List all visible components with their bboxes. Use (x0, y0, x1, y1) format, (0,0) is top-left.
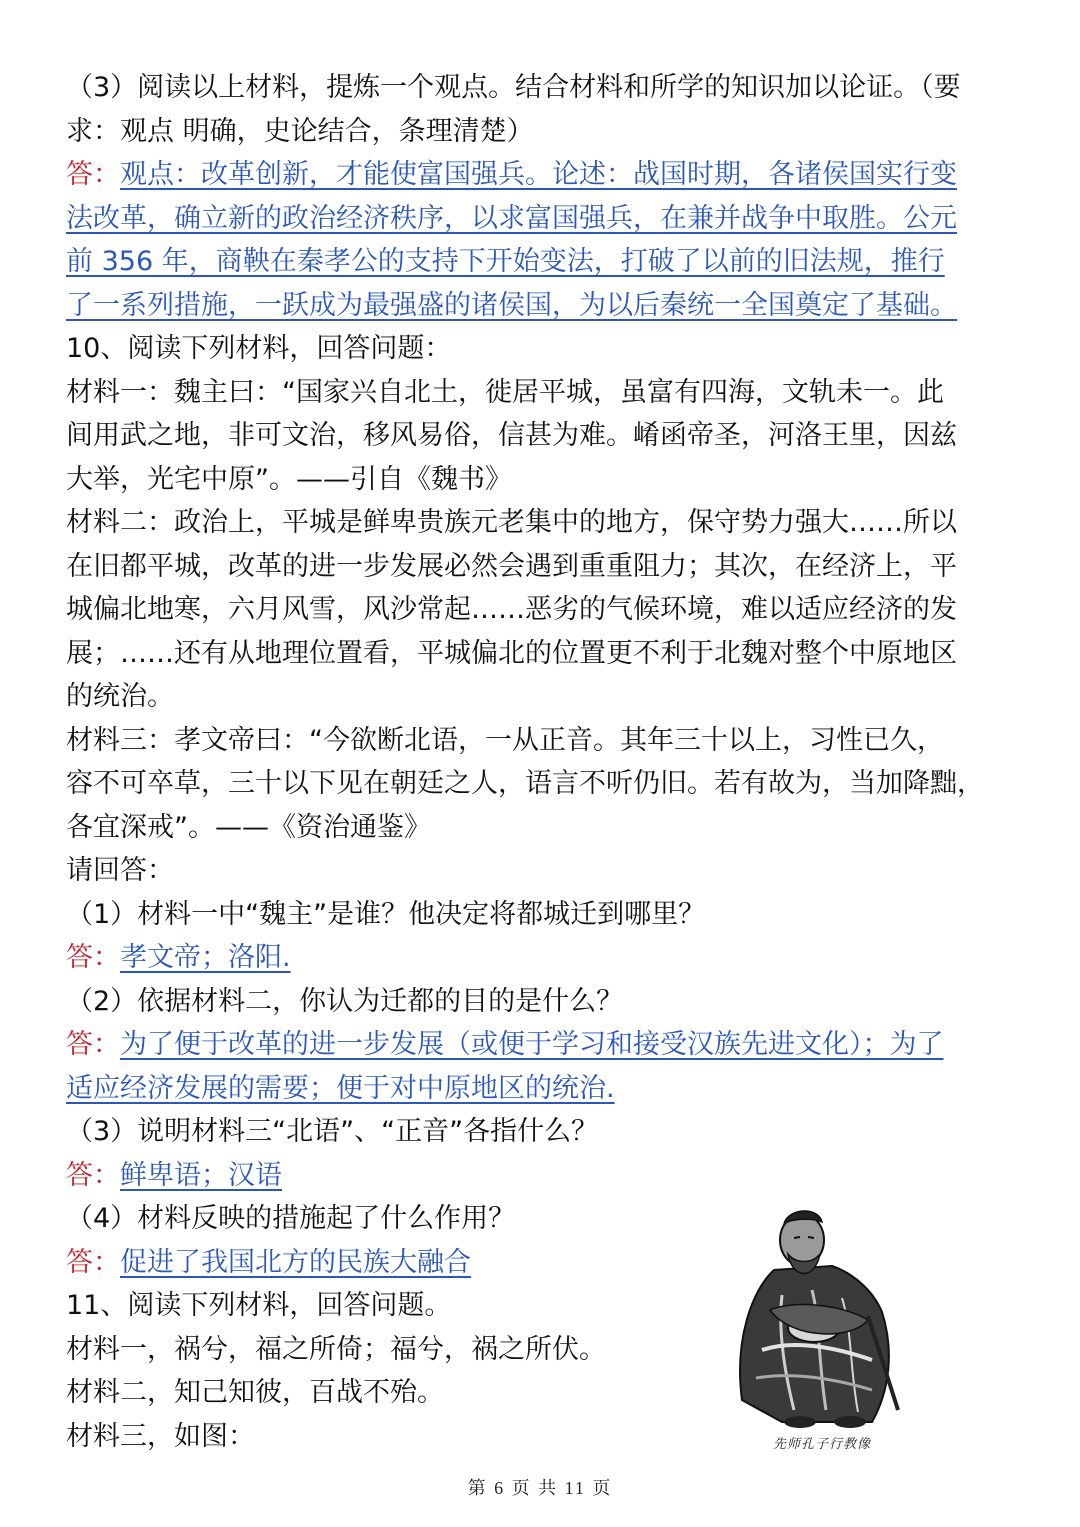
q10-answer2-line1 (66, 1023, 1016, 1067)
answer-label: 答： (66, 1029, 120, 1060)
q10-prompt: 请回答： (66, 855, 174, 886)
q11-title: 11、阅读下列材料，回答问题。 (66, 1290, 452, 1321)
q11-material1: 材料一，祸兮，福之所倚；福兮，祸之所伏。 (66, 1333, 606, 1365)
figure-caption: 先师孔子行教像 (772, 1437, 871, 1452)
answer-label: 答： (66, 159, 120, 190)
confucius-figure (722, 1200, 922, 1465)
q9-answer-line1 (66, 153, 1016, 197)
answer-text: 了一系列措施，一跃成为最强盛的诸侯国，为以后秦统一全国奠定了基础。 (66, 289, 957, 321)
answer-label: 答： (66, 942, 120, 973)
q10-material3-line1: 材料三：孝文帝曰：“今欲断北语，一从正音。其年三十以上，习性已久， (66, 724, 944, 756)
q10-question4: （4）材料反映的措施起了什么作用？ (66, 1203, 516, 1234)
answer-text: 前 356 年，商鞅在秦孝公的支持下开始变法，打破了以前的旧法规，推行 (66, 246, 945, 277)
q10-material3-line3: 各宜深戒”。——《资治通鉴》 (66, 811, 431, 843)
q11-material3: 材料三，如图： (66, 1420, 255, 1452)
answer-label: 答： (66, 1246, 120, 1278)
q9-answer-line3 (66, 240, 1016, 284)
q10-material3-line2: 容不可卒草，三十以下见在朝廷之人，语言不听仍旧。若有故为，当加降黜， (66, 768, 984, 799)
q10-material2-line5: 的统治。 (66, 681, 174, 712)
q10-answer3 (66, 1154, 1016, 1198)
q10-question1: （1）材料一中“魏主”是谁？他决定将都城迁到哪里？ (66, 898, 706, 930)
q10-material2-line2: 在旧都平城，改革的进一步发展必然会遇到重重阻力；其次，在经济上，平 (66, 550, 957, 582)
q9-answer-line4 (66, 284, 1016, 328)
q9-answer-line2 (66, 197, 1016, 241)
q10-question2: （2）依据材料二，你认为迁都的目的是什么？ (66, 985, 624, 1017)
q10-answer1 (66, 936, 1016, 980)
q10-title: 10、阅读下列材料，回答问题： (66, 333, 452, 364)
answer-text: 促进了我国北方的民族大融合 (120, 1246, 471, 1278)
answer-text: 适应经济发展的需要；便于对中原地区的统治. (66, 1072, 615, 1104)
q10-material2-line1: 材料二：政治上，平城是鲜卑贵族元老集中的地方，保守势力强大……所以 (66, 507, 957, 538)
answer-text: 观点：改革创新，才能使富国强兵。论述：战国时期，各诸侯国实行变 (120, 159, 957, 190)
answer-text: 鲜卑语；汉语 (120, 1159, 282, 1191)
q9-part3-question-line1: （3）阅读以上材料，提炼一个观点。结合材料和所学的知识加以论证。（要 (66, 72, 961, 103)
answer-label: 答： (66, 1159, 120, 1191)
q10-material2-line3: 城偏北地寒，六月风雪，风沙常起……恶劣的气候环境，难以适应经济的发 (66, 594, 957, 625)
answer-text: 为了便于改革的进一步发展（或便于学习和接受汉族先进文化）；为了 (120, 1029, 944, 1060)
q10-answer4 (66, 1241, 706, 1285)
q10-material1-line3: 大举，光宅中原”。——引自《魏书》 (66, 463, 512, 495)
q10-material1-line1: 材料一：魏主曰：“国家兴自北土，徙居平城，虽富有四海，文轨未一。此 (66, 376, 944, 408)
q10-question3: （3）说明材料三“北语”、“正音”各指什么？ (66, 1116, 599, 1147)
answer-text: 法改革，确立新的政治经济秩序，以求富国强兵，在兼并战争中取胜。公元 (66, 202, 957, 234)
q10-material1-line2: 间用武之地，非可文治，移风易俗，信甚为难。崤函帝圣，河洛王里，因兹 (66, 420, 957, 451)
q10-answer2-line2 (66, 1067, 1016, 1111)
page-footer: 第 6 页 共 11 页 (467, 1478, 613, 1498)
q11-material2: 材料二，知己知彼，百战不殆。 (66, 1377, 444, 1408)
answer-text: 孝文帝；洛阳. (120, 942, 291, 973)
confucius-portrait-icon (722, 1200, 922, 1430)
q9-part3-question-line2: 求：观点 明确，史论结合，条理清楚） (66, 115, 534, 147)
q10-material2-line4: 展；……还有从地理位置看，平城偏北的位置更不利于北魏对整个中原地区 (66, 637, 957, 669)
